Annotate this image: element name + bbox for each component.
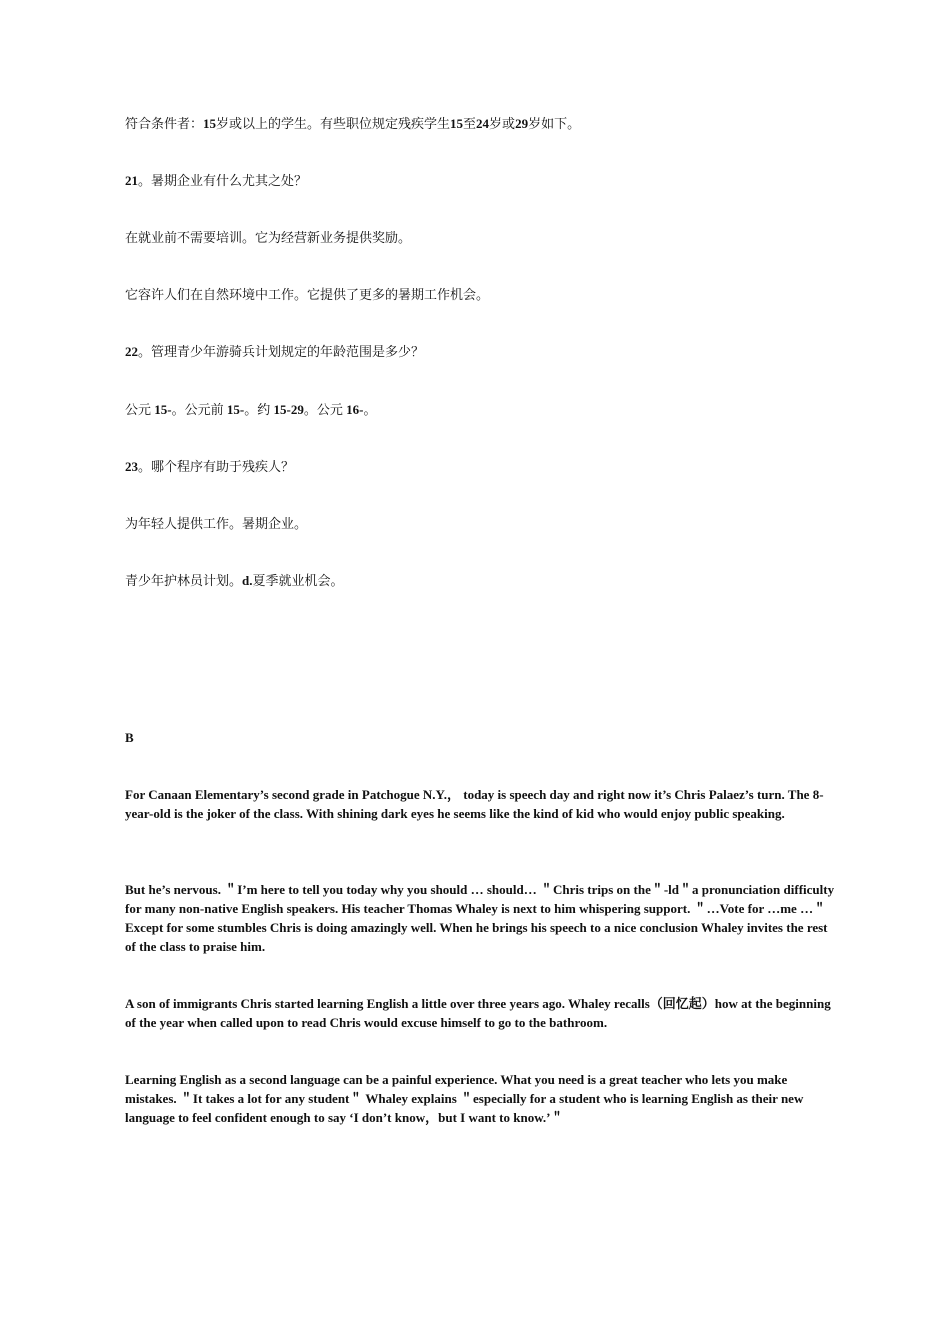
text-run: d. bbox=[242, 573, 253, 588]
text-run: 15-29 bbox=[273, 402, 304, 417]
text-run: 24 bbox=[476, 116, 490, 131]
text-run: 29 bbox=[515, 116, 529, 131]
question-21-options-cd bbox=[125, 285, 840, 304]
passage-paragraph-2: But he’s nervous. ＂I’m here to tell you today why you should … should… ＂Chris trips on the＂-ld＂a pronunciation difficulty for many non-native English speakers. His teacher Thomas Whaley is next to him whispering support. ＂…Vote for …me …＂Except for some stumbles Chris is doing amazingly well. When he brings his speech to a nice conclusion Whaley invites the rest of the class to praise him. bbox=[125, 882, 835, 954]
text-run: 符合条件者： bbox=[125, 116, 204, 131]
text-run: 15- bbox=[154, 402, 172, 417]
text-run: 岁或 bbox=[489, 116, 516, 131]
text-run: 为年轻人提供工作。暑期企业。 bbox=[125, 516, 308, 531]
passage-paragraph-4: Learning English as a second language can be a painful experience. What you need is a great teacher who lets you make mistakes. ＂It takes a lot for any student＂ Whaley explains ＂especially for a student who is learning English as their new language to feel confident enough to say ‘I don’t know，but I want to know.’＂ bbox=[125, 1072, 804, 1125]
text-run: 至 bbox=[463, 116, 477, 131]
text-run: 16- bbox=[346, 402, 364, 417]
question-22-options bbox=[125, 400, 840, 419]
question-21 bbox=[125, 171, 840, 190]
text-run: 。公元前 bbox=[171, 402, 227, 417]
text-run: 它容许人们在自然环境中工作。它提供了更多的暑期工作机会。 bbox=[125, 287, 490, 302]
text-run: 岁或以上的学生。有些职位规定残疾学生 bbox=[216, 116, 451, 131]
passage-paragraph-3: A son of immigrants Chris started learning English a little over three years ago. Whaley recalls（回忆起）how at the beginning of the year when called upon to read Chris would excuse himself to go to the bathroom. bbox=[125, 996, 831, 1030]
passage-paragraph-1: For Canaan Elementary’s second grade in Patchogue N.Y.， today is speech day and right now it’s Chris Palaez’s turn. The 8-year-old is the joker of the class. With shining dark eyes he seems like the kind of kid who would enjoy public speaking. bbox=[125, 787, 824, 821]
eligibility-line bbox=[125, 114, 840, 133]
text-run: 。公元 bbox=[303, 402, 347, 417]
question-23-options-ab bbox=[125, 514, 840, 533]
text-run: 15 bbox=[450, 116, 464, 131]
text-run: 。暑期企业有什么尤其之处？ bbox=[138, 173, 308, 188]
text-run: 23 bbox=[125, 459, 138, 474]
text-run: 15 bbox=[203, 116, 217, 131]
text-run: 。 bbox=[363, 402, 377, 417]
text-run: 岁如下。 bbox=[528, 116, 581, 131]
text-run: 。哪个程序有助于残疾人？ bbox=[138, 459, 295, 474]
text-run: 公元 bbox=[125, 402, 155, 417]
text-run: 。管理青少年游骑兵计划规定的年龄范围是多少？ bbox=[138, 344, 425, 359]
text-run: 夏季就业机会。 bbox=[252, 573, 344, 588]
question-21-options-ab bbox=[125, 228, 840, 247]
text-run: 22 bbox=[125, 344, 138, 359]
question-23-options-cd bbox=[125, 571, 840, 590]
question-22 bbox=[125, 342, 840, 361]
question-23 bbox=[125, 457, 840, 476]
text-run: 青少年护林员计划。 bbox=[125, 573, 243, 588]
text-run: 21 bbox=[125, 173, 138, 188]
text-run: 在就业前不需要培训。它为经营新业务提供奖励。 bbox=[125, 230, 412, 245]
text-run: 。约 bbox=[244, 402, 274, 417]
section-b-heading: B bbox=[125, 730, 134, 745]
text-run: 15- bbox=[226, 402, 245, 417]
